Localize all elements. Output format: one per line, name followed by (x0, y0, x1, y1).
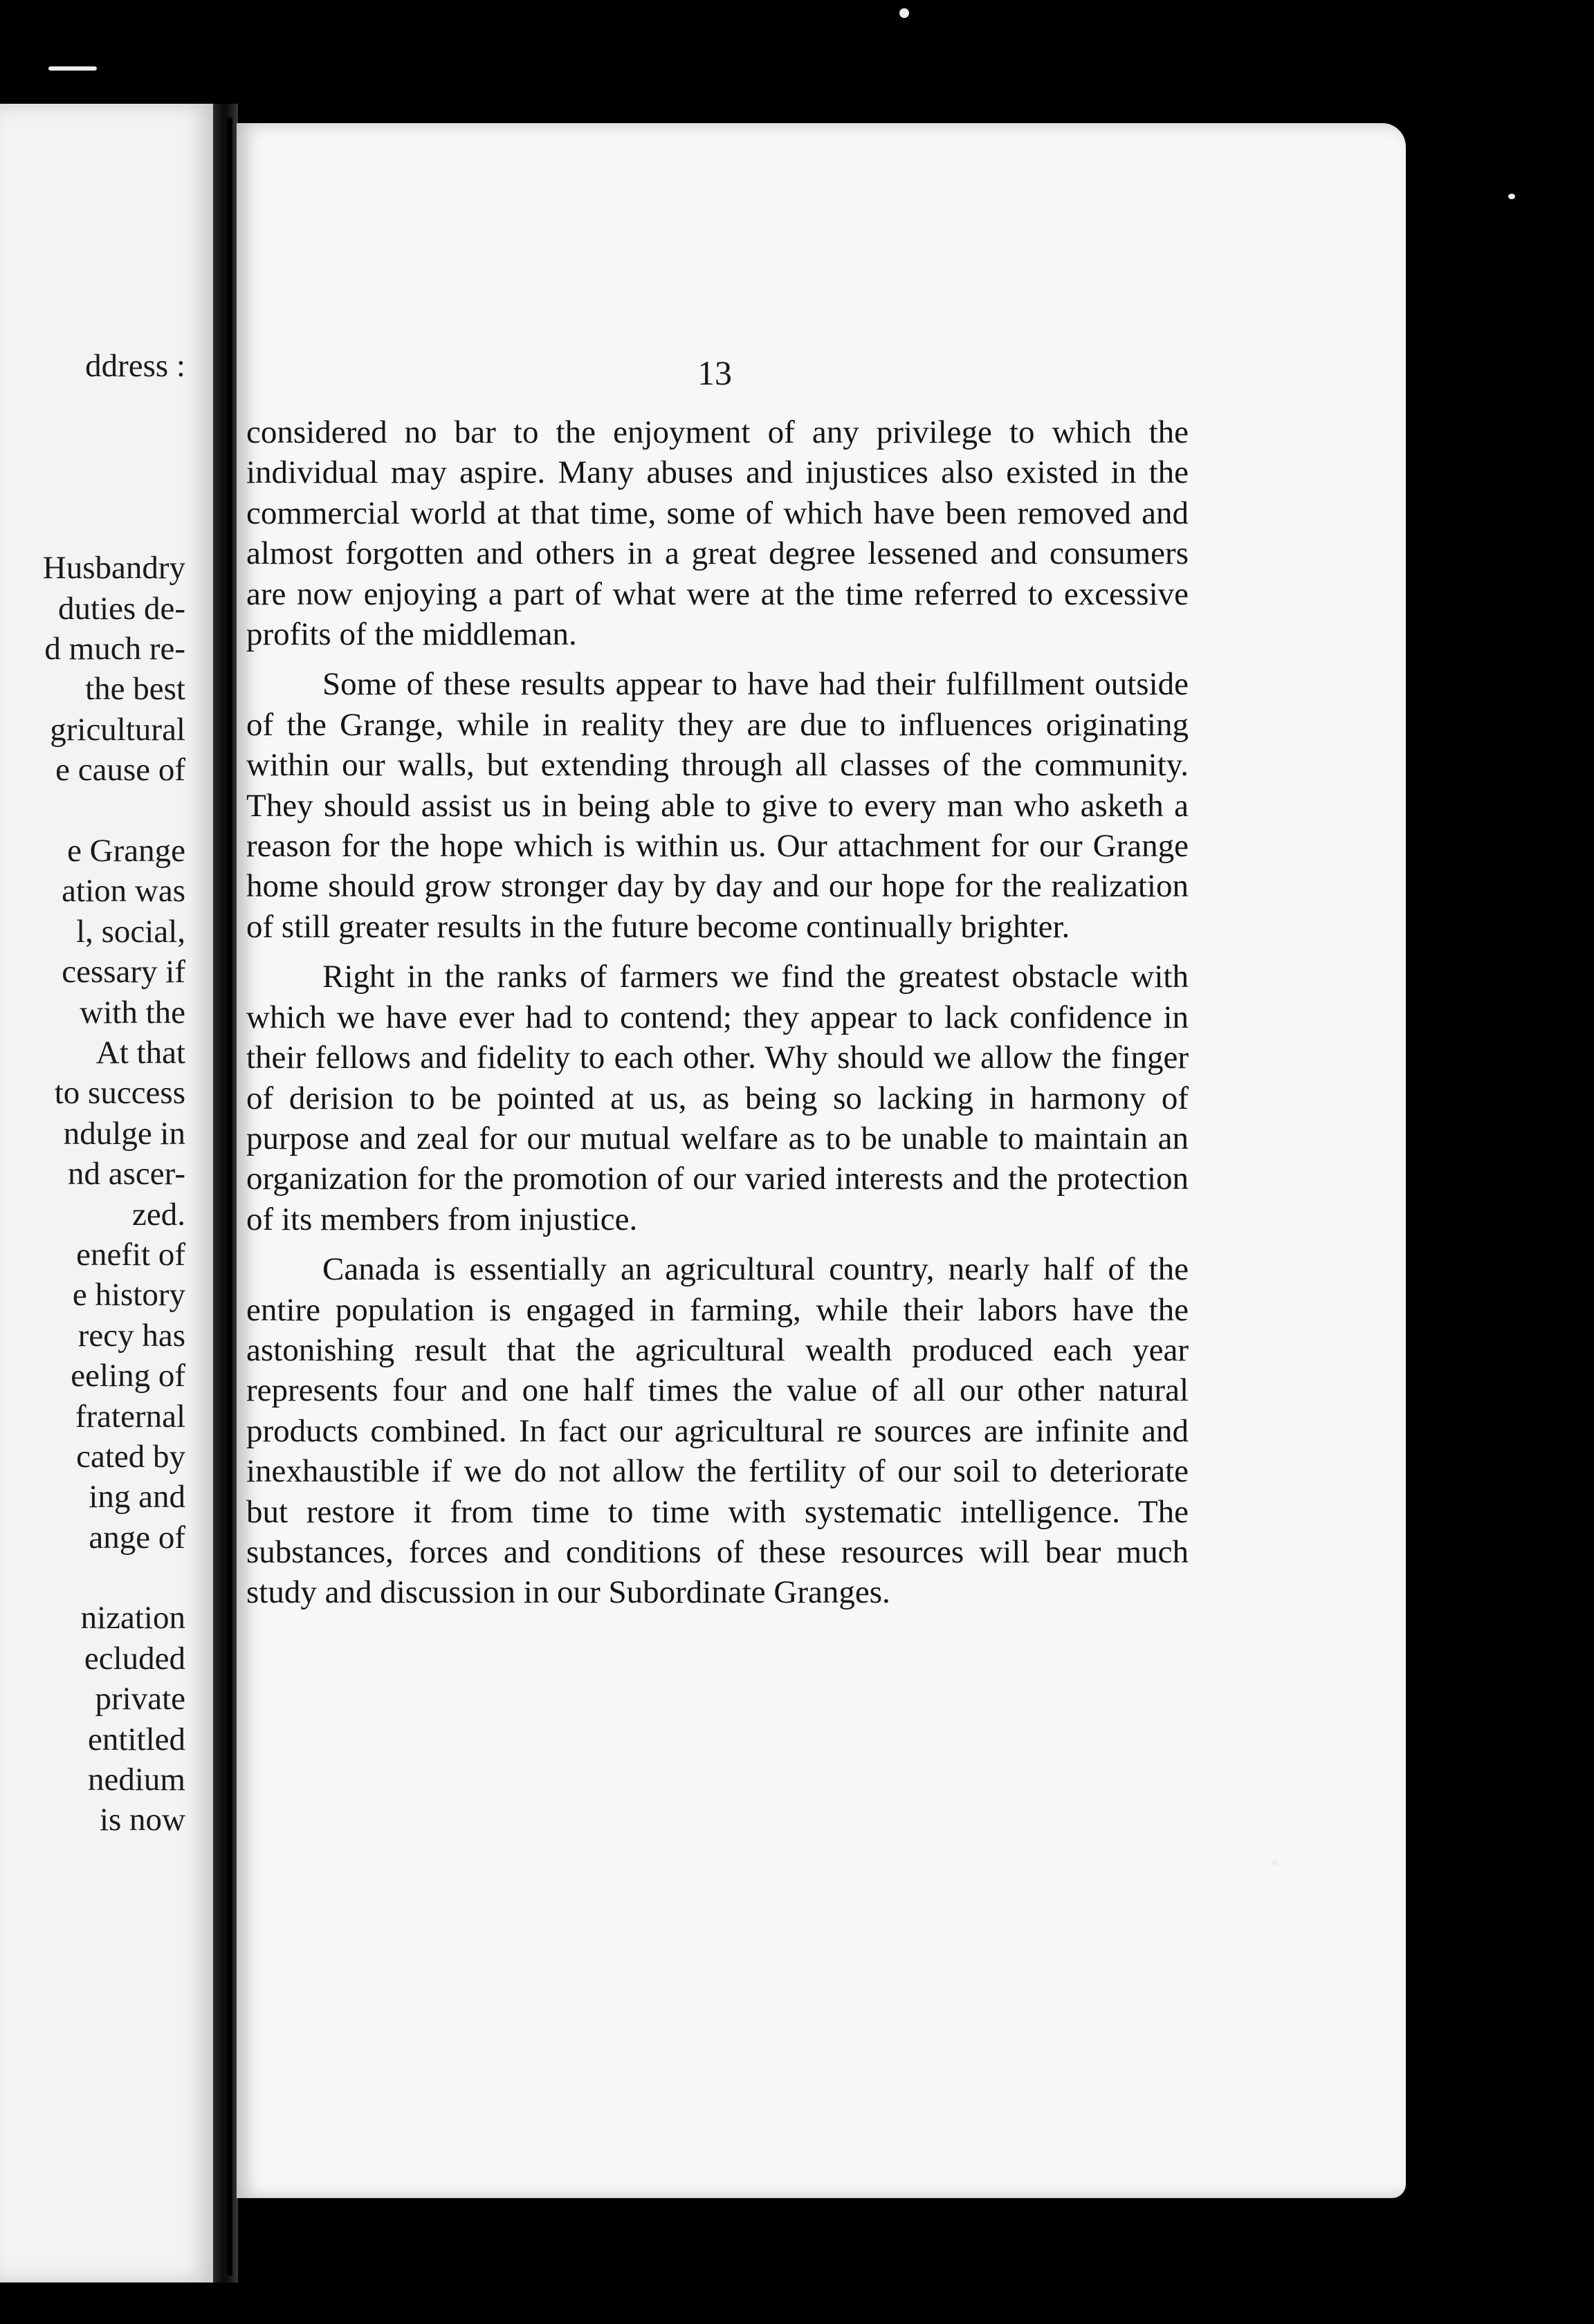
left-page-line (0, 185, 185, 225)
scan-speck (1508, 194, 1515, 199)
left-page-line: Husbandry (42, 550, 185, 587)
left-page-line (0, 468, 185, 508)
left-page-line: duties de- (57, 590, 185, 627)
left-page-line: gricultural (50, 711, 185, 748)
left-page-line: ddress : (85, 348, 185, 385)
left-page-line: zed. (132, 1196, 185, 1233)
paragraph-4: Canada is essentially an agricultural country, nearly half of the entire population is engaged in farming, while their labors have the astonishing result that the agricultural wealth produced each year represents four and one half times the value of all our other natural products combined. In fact our agricultural re sources are infinite and inexhaustible if we do not allow the fertility of our soil to deteriorate but restore it from time to time with systematic intelligence. The substances, forces and conditions of these resources will bear much study and discussion in our Subordinate Granges. (246, 1251, 1189, 1611)
left-page-line: cated by (76, 1438, 185, 1475)
left-page-line (0, 306, 185, 346)
left-page-line (0, 266, 185, 306)
left-page-line: to success (54, 1075, 185, 1112)
scan-speck (899, 8, 909, 18)
left-page-fragment (0, 104, 214, 2282)
left-page-line: is now (99, 1802, 185, 1838)
left-page-line: with the (80, 994, 185, 1031)
left-page-line (0, 144, 185, 184)
left-page-line: cessary if (62, 954, 185, 990)
left-page-line: l, social, (76, 913, 185, 950)
left-page-line: d much re- (44, 631, 185, 667)
page-body (246, 412, 1189, 1613)
left-page-line (0, 427, 185, 467)
left-page-line: ange of (89, 1519, 185, 1556)
left-page-line: ndulge in (63, 1115, 185, 1152)
left-page-line: ation was (62, 873, 185, 910)
left-page-line: At that (95, 1034, 185, 1071)
left-page-line (0, 104, 185, 144)
left-page-line: entitled (88, 1721, 185, 1758)
left-page-line: fraternal (75, 1398, 185, 1435)
left-page-line (0, 387, 185, 427)
left-page-line: e Grange (67, 833, 185, 869)
left-page-line: nedium (88, 1762, 185, 1798)
left-page-line: e history (72, 1277, 185, 1313)
left-page-line: nd ascer- (68, 1156, 185, 1192)
left-page-line: recy has (77, 1317, 185, 1354)
left-page-line (0, 1558, 185, 1598)
page-number: 13 (697, 353, 732, 392)
paragraph-1: considered no bar to the enjoyment of any privilege to which the individual may aspire. Many abuses and injustices also existed in the commercial world at that time, some of which have been removed and almost forgotten and others in a great degree lessened and consumers are now enjoying a part of what were at the time referred to excessive profits of the middleman. (246, 414, 1189, 653)
left-page-line: ecluded (84, 1640, 185, 1677)
left-page-line: enefit of (76, 1236, 185, 1273)
paragraph-3: Right in the ranks of farmers we find the greatest obstacle with which we have ever had to contend; they appear to lack confidence in their fellows and fidelity to each other. Why should we allow the finger of derision to be pointed at us, as being so lacking in harmony of purpose and zeal for our mutual welfare as to be unable to maintain an organization for the promotion of our varied interests and the protection of its members from injustice. (246, 959, 1189, 1237)
scan-speck (1272, 1859, 1279, 1866)
paragraph-2: Some of these results appear to have had their fulfillment outside of the Grange, while in reality they are due to influences originating within our walls, but extending through all classes of the community. They should assist us in being able to give to every man who asketh a reason for the hope which is within us. Our attachment for our Grange home should grow stronger day by day and our hope for the realization of still greater results in the future become continually brighter. (246, 666, 1189, 945)
scan-speck (48, 66, 97, 71)
left-page-line: the best (85, 671, 185, 708)
gutter-shadow-line (227, 118, 232, 2276)
left-page-line (0, 225, 185, 265)
left-page-line: ing and (89, 1479, 185, 1515)
left-page-line (0, 508, 185, 548)
book-gutter (213, 104, 238, 2282)
left-page-line: eeling of (71, 1358, 185, 1394)
left-page-line: nization (80, 1600, 185, 1636)
left-page-text (0, 104, 185, 1841)
left-page-line (0, 791, 185, 831)
left-page-line: private (95, 1681, 185, 1717)
left-page-line: e cause of (55, 752, 185, 788)
